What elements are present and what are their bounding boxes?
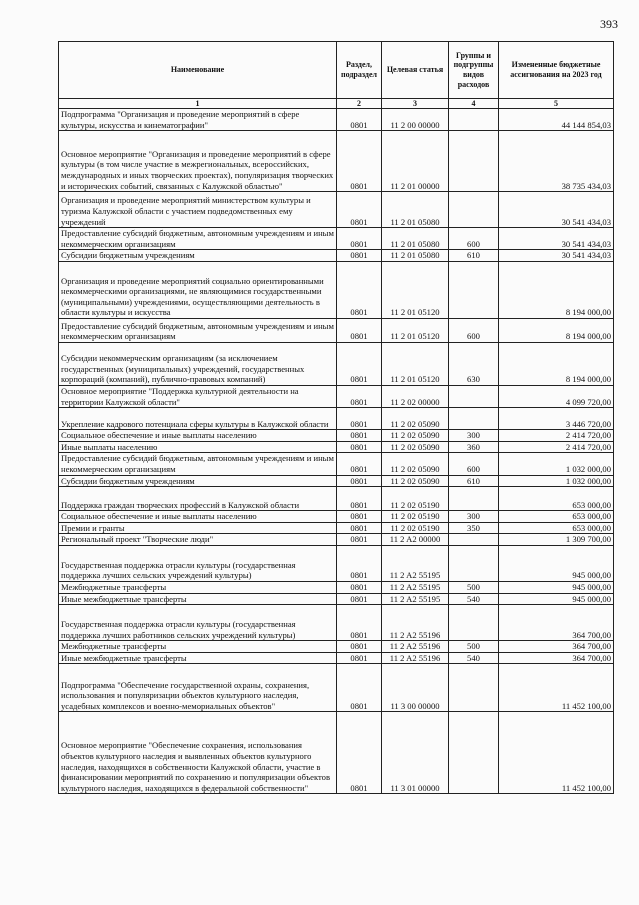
row-group [449,712,499,794]
row-amount: 3 446 720,00 [499,408,614,430]
table-row [59,408,614,430]
row-article: 11 2 A2 55196 [382,605,449,641]
header-article: Целевая статья [382,42,449,99]
table-row [59,250,614,262]
header-name: Наименование [59,42,337,99]
row-article: 11 2 01 05080 [382,228,449,250]
table-row [59,385,614,407]
page-number: 393 [600,17,618,31]
row-article: 11 3 00 00000 [382,664,449,712]
table-row [59,228,614,250]
table-row [59,712,614,794]
table-row [59,342,614,385]
row-section: 0801 [337,712,382,794]
row-amount: 8 194 000,00 [499,318,614,342]
row-name: Межбюджетные трансферты [59,581,337,593]
row-group: 610 [449,475,499,487]
table-row [59,430,614,442]
row-article: 11 2 02 05190 [382,522,449,534]
row-name: Субсидии бюджетным учреждениям [59,475,337,487]
row-article: 11 2 A2 55196 [382,641,449,653]
table-row [59,593,614,605]
row-group: 500 [449,581,499,593]
table-row [59,522,614,534]
row-group [449,534,499,546]
row-amount: 11 452 100,00 [499,712,614,794]
row-section: 0801 [337,641,382,653]
row-article: 11 2 02 05090 [382,453,449,475]
row-group: 540 [449,652,499,664]
row-section: 0801 [337,605,382,641]
column-number: 1 [59,99,337,109]
row-group [449,605,499,641]
row-article: 11 2 01 05120 [382,342,449,385]
row-section: 0801 [337,430,382,442]
row-article: 11 2 02 05090 [382,430,449,442]
row-section: 0801 [337,453,382,475]
row-section: 0801 [337,408,382,430]
row-group [449,109,499,131]
row-section: 0801 [337,534,382,546]
row-group [449,664,499,712]
row-article: 11 2 02 05090 [382,408,449,430]
header-amount: Измененные бюджетные ассигнования на 2023 год [499,42,614,99]
row-group [449,408,499,430]
row-amount: 30 541 434,03 [499,192,614,228]
row-amount: 1 032 000,00 [499,453,614,475]
row-section: 0801 [337,511,382,523]
row-name: Подпрограмма "Обеспечение государственной охраны, сохранения, использования и популяризации объектов культурного наследия, усадебных комплексов и военно-мемориальных объектов" [59,664,337,712]
row-article: 11 2 00 00000 [382,109,449,131]
row-amount: 30 541 434,03 [499,250,614,262]
row-group [449,545,499,581]
row-name: Укрепление кадрового потенциала сферы культуры в Калужской области [59,408,337,430]
row-name: Иные межбюджетные трансферты [59,652,337,664]
header-groups: Группы и подгруппы видов расходов [449,42,499,99]
row-amount: 364 700,00 [499,641,614,653]
header-section: Раздел, подраздел [337,42,382,99]
row-amount: 945 000,00 [499,593,614,605]
row-group: 300 [449,511,499,523]
row-article: 11 2 A2 55195 [382,581,449,593]
row-section: 0801 [337,109,382,131]
column-number: 5 [499,99,614,109]
row-group: 600 [449,318,499,342]
row-name: Предоставление субсидий бюджетным, автономным учреждениям и иным некоммерческим организациям [59,453,337,475]
row-amount: 1 309 700,00 [499,534,614,546]
table-row [59,441,614,453]
row-section: 0801 [337,318,382,342]
table-row [59,664,614,712]
row-amount: 44 144 854,03 [499,109,614,131]
row-section: 0801 [337,581,382,593]
row-name: Региональный проект "Творческие люди" [59,534,337,546]
row-amount: 2 414 720,00 [499,430,614,442]
table-row [59,261,614,318]
table-row [59,511,614,523]
row-article: 11 2 02 05090 [382,441,449,453]
row-section: 0801 [337,131,382,192]
row-amount: 364 700,00 [499,652,614,664]
row-name: Субсидии некоммерческим организациям (за исключением государственных (муниципальных) учреждений, государственных корпораций (компаний), публично-правовых компаний) [59,342,337,385]
row-article: 11 2 02 05090 [382,475,449,487]
row-group: 630 [449,342,499,385]
row-amount: 2 414 720,00 [499,441,614,453]
table-row [59,487,614,511]
table-row [59,652,614,664]
row-section: 0801 [337,342,382,385]
row-amount: 1 032 000,00 [499,475,614,487]
column-number: 2 [337,99,382,109]
table-row [59,318,614,342]
row-section: 0801 [337,593,382,605]
row-name: Государственная поддержка отрасли культуры (государственная поддержка лучших сельских учреждений культуры) [59,545,337,581]
table-row [59,545,614,581]
row-section: 0801 [337,545,382,581]
row-name: Подпрограмма "Организация и проведение мероприятий в сфере культуры, искусства и кинематографии" [59,109,337,131]
row-amount: 11 452 100,00 [499,664,614,712]
row-name: Социальное обеспечение и иные выплаты населению [59,430,337,442]
row-section: 0801 [337,487,382,511]
row-amount: 653 000,00 [499,511,614,523]
row-name: Иные выплаты населению [59,441,337,453]
row-group: 360 [449,441,499,453]
row-name: Предоставление субсидий бюджетным, автономным учреждениям и иным некоммерческим организациям [59,228,337,250]
table-header-row [59,42,614,99]
row-name: Предоставление субсидий бюджетным, автономным учреждениям и иным некоммерческим организациям [59,318,337,342]
row-group: 600 [449,228,499,250]
row-section: 0801 [337,250,382,262]
row-article: 11 2 01 05080 [382,192,449,228]
row-section: 0801 [337,475,382,487]
row-group [449,385,499,407]
row-article: 11 2 02 05190 [382,487,449,511]
table-row [59,475,614,487]
table-row [59,534,614,546]
row-amount: 364 700,00 [499,605,614,641]
row-name: Субсидии бюджетным учреждениям [59,250,337,262]
table-row [59,131,614,192]
row-article: 11 2 02 00000 [382,385,449,407]
row-amount: 653 000,00 [499,487,614,511]
row-name: Социальное обеспечение и иные выплаты населению [59,511,337,523]
row-section: 0801 [337,228,382,250]
row-name: Премии и гранты [59,522,337,534]
table-row [59,453,614,475]
row-article: 11 2 01 00000 [382,131,449,192]
row-article: 11 2 A2 55195 [382,545,449,581]
row-group: 600 [449,453,499,475]
column-number-row [59,99,614,109]
row-article: 11 2 01 05120 [382,318,449,342]
column-number: 4 [449,99,499,109]
table-row [59,641,614,653]
row-article: 11 2 01 05080 [382,250,449,262]
table-row [59,605,614,641]
row-name: Основное мероприятие "Поддержка культурной деятельности на территории Калужской области" [59,385,337,407]
table-row [59,109,614,131]
row-amount: 945 000,00 [499,545,614,581]
row-group [449,131,499,192]
table-row [59,192,614,228]
table-row [59,581,614,593]
row-section: 0801 [337,385,382,407]
row-name: Организация и проведение мероприятий министерством культуры и туризма Калужской области с участием подведомственных ему учреждений [59,192,337,228]
row-group [449,261,499,318]
row-name: Межбюджетные трансферты [59,641,337,653]
row-section: 0801 [337,441,382,453]
budget-table [58,41,614,794]
row-name: Основное мероприятие "Обеспечение сохранения, использования объектов культурного наследия и выявленных объектов культурного наследия, находящихся в собственности Калужской области, участие в финансировании мероприятий по сохранению и популяризации объектов культурного наследия, находящихся в федеральной собственности" [59,712,337,794]
row-amount: 8 194 000,00 [499,342,614,385]
row-amount: 38 735 434,03 [499,131,614,192]
row-amount: 653 000,00 [499,522,614,534]
row-article: 11 2 02 05190 [382,511,449,523]
row-section: 0801 [337,652,382,664]
row-section: 0801 [337,664,382,712]
row-amount: 30 541 434,03 [499,228,614,250]
row-group: 500 [449,641,499,653]
row-name: Государственная поддержка отрасли культуры (государственная поддержка лучших работников сельских учреждений культуры) [59,605,337,641]
row-group: 610 [449,250,499,262]
row-group: 300 [449,430,499,442]
row-name: Организация и проведение мероприятий социально ориентированными некоммерческими организациями, не являющимися государственными (муниципальными) учреждениями, осуществляющими деятельность в области культуры и искусства [59,261,337,318]
row-name: Иные межбюджетные трансферты [59,593,337,605]
row-section: 0801 [337,261,382,318]
row-group: 540 [449,593,499,605]
row-article: 11 2 A2 55196 [382,652,449,664]
column-number: 3 [382,99,449,109]
row-section: 0801 [337,192,382,228]
row-section: 0801 [337,522,382,534]
row-amount: 8 194 000,00 [499,261,614,318]
row-article: 11 2 A2 00000 [382,534,449,546]
row-group [449,487,499,511]
row-article: 11 3 01 00000 [382,712,449,794]
row-name: Основное мероприятие "Организация и проведение мероприятий в сфере культуры (в том числе участие в межрегиональных, всероссийских, международных и иных творческих проектах), популяризация творческих и исторических событий, связанных с Калужской областью" [59,131,337,192]
row-amount: 945 000,00 [499,581,614,593]
row-article: 11 2 01 05120 [382,261,449,318]
row-group [449,192,499,228]
row-name: Поддержка граждан творческих профессий в Калужской области [59,487,337,511]
row-amount: 4 099 720,00 [499,385,614,407]
row-article: 11 2 A2 55195 [382,593,449,605]
table-body [59,109,614,794]
row-group: 350 [449,522,499,534]
